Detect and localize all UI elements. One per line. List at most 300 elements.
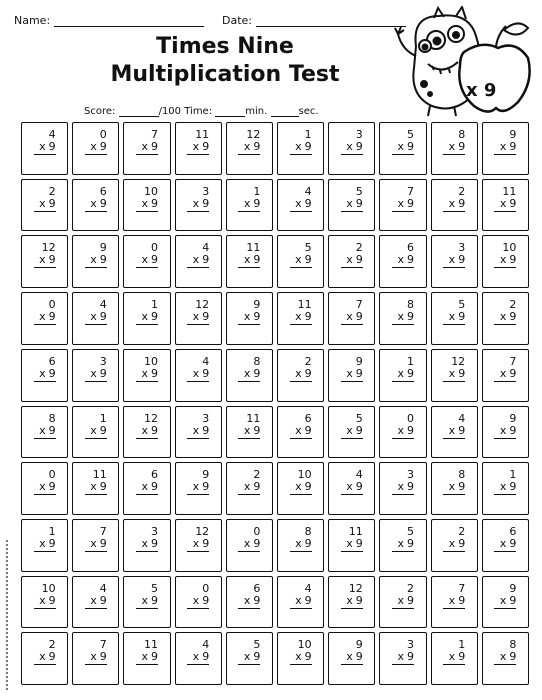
problem-multiplier-row xyxy=(494,595,516,609)
problem-cell[interactable] xyxy=(175,519,222,572)
problem-cell[interactable] xyxy=(482,349,529,402)
problem-multiplier-row xyxy=(85,368,107,382)
multiplier-number: 9 xyxy=(458,196,466,210)
multiplier-number: 9 xyxy=(509,480,517,494)
times-symbol: x xyxy=(141,140,148,153)
times-symbol: x xyxy=(448,423,456,437)
problem-cell[interactable] xyxy=(328,292,375,345)
problem-multiplier-row xyxy=(238,141,260,155)
problem-multiplier-row xyxy=(341,254,363,268)
multiplier-number: 9 xyxy=(509,310,517,324)
score-label: Score: xyxy=(84,106,116,117)
multiplier-number: 9 xyxy=(406,536,414,550)
problem-multiplier-row xyxy=(443,651,465,665)
multiplier-number: 9 xyxy=(304,593,312,607)
problem-cell[interactable] xyxy=(123,292,170,345)
problem-top-number: 9 xyxy=(509,128,517,141)
times-symbol: x xyxy=(346,593,353,607)
problem-multiplier-row xyxy=(34,425,56,439)
min-label: min. xyxy=(245,106,268,117)
times-symbol: x xyxy=(39,536,46,550)
multiplier-number: 9 xyxy=(509,650,517,664)
multiplier-number: 9 xyxy=(355,310,363,324)
times-symbol: x xyxy=(90,480,97,494)
problem-top-number: 10 xyxy=(143,354,158,368)
problem-multiplier-row xyxy=(34,538,56,552)
problem-cell[interactable] xyxy=(379,406,426,459)
multiplier-number: 9 xyxy=(99,310,107,324)
problem-cell[interactable] xyxy=(431,122,478,175)
problem-cell[interactable] xyxy=(277,179,324,232)
problem-top-number: 6 xyxy=(150,468,158,482)
problem-cell[interactable] xyxy=(123,519,170,572)
multiplier-number: 9 xyxy=(48,593,56,607)
problem-cell[interactable] xyxy=(72,632,119,685)
problem-top-number: 4 xyxy=(99,581,107,595)
multiplier-number: 9 xyxy=(99,593,107,607)
times-symbol: x xyxy=(448,480,456,494)
problem-cell[interactable] xyxy=(431,179,478,232)
problem-cell[interactable] xyxy=(277,349,324,402)
times-symbol: x xyxy=(499,593,507,607)
problem-cell[interactable] xyxy=(379,235,426,288)
problem-cell[interactable] xyxy=(123,122,170,175)
problem-top-number: 2 xyxy=(458,184,466,198)
multiplier-number: 9 xyxy=(406,593,414,607)
problem-top-number: 5 xyxy=(253,638,261,652)
problem-cell[interactable] xyxy=(431,632,478,685)
problem-multiplier-row xyxy=(443,595,465,609)
problem-cell[interactable] xyxy=(175,406,222,459)
times-symbol: x xyxy=(141,253,148,267)
problem-multiplier-row xyxy=(290,481,312,495)
problem-multiplier-row xyxy=(494,368,516,382)
times-symbol: x xyxy=(499,423,507,437)
date-line[interactable] xyxy=(256,16,406,27)
problem-top-number: 9 xyxy=(99,241,107,255)
multiplier-number: 9 xyxy=(355,196,363,210)
multiplier-number: 9 xyxy=(355,650,363,664)
problem-top-number: 10 xyxy=(41,581,56,595)
problem-cell[interactable] xyxy=(328,632,375,685)
name-label: Name: xyxy=(14,14,51,27)
problem-top-number: 7 xyxy=(406,184,414,198)
problem-top-number: 10 xyxy=(143,184,158,198)
sec-label: sec. xyxy=(298,106,319,117)
multiplier-number: 9 xyxy=(150,650,158,664)
problem-cell[interactable] xyxy=(431,576,478,629)
problem-cell[interactable] xyxy=(123,179,170,232)
problem-cell[interactable] xyxy=(72,349,119,402)
problem-top-number: 12 xyxy=(143,411,158,425)
problem-cell[interactable] xyxy=(226,235,273,288)
times-symbol: x xyxy=(397,366,404,380)
problem-cell[interactable] xyxy=(175,462,222,515)
problem-top-number: 6 xyxy=(48,354,56,368)
multiplier-number: 9 xyxy=(150,366,158,380)
minutes-blank[interactable] xyxy=(215,107,245,117)
problem-multiplier-row xyxy=(34,198,56,212)
problem-top-number: 12 xyxy=(348,581,363,595)
problem-top-number: 6 xyxy=(304,411,312,425)
problem-cell[interactable] xyxy=(72,179,119,232)
problem-cell[interactable] xyxy=(328,235,375,288)
times-symbol: x xyxy=(295,480,302,494)
problem-cell[interactable] xyxy=(379,179,426,232)
multiplier-number: 9 xyxy=(202,140,210,153)
problem-cell[interactable] xyxy=(379,122,426,175)
problem-multiplier-row xyxy=(34,311,56,325)
problem-cell[interactable] xyxy=(431,292,478,345)
multiplier-number: 9 xyxy=(48,536,56,550)
problem-cell[interactable] xyxy=(175,576,222,629)
name-line[interactable] xyxy=(54,16,204,27)
problem-multiplier-row xyxy=(392,425,414,439)
problem-cell[interactable] xyxy=(21,349,68,402)
problem-cell[interactable] xyxy=(226,632,273,685)
times-symbol: x xyxy=(499,480,507,494)
times-symbol: x xyxy=(295,140,302,153)
problem-cell[interactable] xyxy=(431,462,478,515)
problem-cell[interactable] xyxy=(123,462,170,515)
problem-top-number: 1 xyxy=(150,298,158,312)
problem-cell[interactable] xyxy=(123,235,170,288)
problem-cell[interactable] xyxy=(328,349,375,402)
times-symbol: x xyxy=(295,536,302,550)
multiplier-number: 9 xyxy=(253,423,261,437)
times-symbol: x xyxy=(448,593,456,607)
problem-cell[interactable] xyxy=(175,632,222,685)
times-symbol: x xyxy=(346,480,353,494)
problem-top-number: 12 xyxy=(451,354,466,368)
problem-multiplier-row xyxy=(494,538,516,552)
problem-cell[interactable] xyxy=(482,122,529,175)
problem-cell[interactable] xyxy=(175,122,222,175)
multiplier-number: 9 xyxy=(458,650,466,664)
multiplier-number: 9 xyxy=(48,253,56,267)
problem-multiplier-row xyxy=(85,141,107,155)
problem-grid xyxy=(21,122,529,685)
multiplier-number: 9 xyxy=(253,593,261,607)
times-symbol: x xyxy=(39,650,46,664)
problem-top-number: 11 xyxy=(195,128,210,141)
score-blank[interactable] xyxy=(119,107,159,117)
times-symbol: x xyxy=(192,536,200,550)
multiplier-number: 9 xyxy=(509,366,517,380)
problem-cell[interactable] xyxy=(175,235,222,288)
problem-cell[interactable] xyxy=(482,179,529,232)
problem-multiplier-row xyxy=(187,651,209,665)
times-symbol: x xyxy=(243,480,251,494)
times-symbol: x xyxy=(141,536,148,550)
problem-multiplier-row xyxy=(34,481,56,495)
problem-multiplier-row xyxy=(85,198,107,212)
multiplier-number: 9 xyxy=(355,140,363,153)
problem-cell[interactable] xyxy=(482,632,529,685)
problem-top-number: 0 xyxy=(150,241,158,255)
times-symbol: x xyxy=(243,650,251,664)
multiplier-number: 9 xyxy=(99,650,107,664)
problem-cell[interactable] xyxy=(226,349,273,402)
problem-cell[interactable] xyxy=(123,349,170,402)
problem-top-number: 4 xyxy=(202,241,210,255)
problem-multiplier-row xyxy=(34,141,56,155)
problem-multiplier-row xyxy=(136,481,158,495)
title-line-2: Multiplication Test xyxy=(110,62,340,87)
problem-multiplier-row xyxy=(238,651,260,665)
problem-top-number: 8 xyxy=(458,128,466,141)
problem-cell[interactable] xyxy=(72,462,119,515)
multiplier-number: 9 xyxy=(355,366,363,380)
multiplier-number: 9 xyxy=(99,536,107,550)
times-symbol: x xyxy=(499,650,507,664)
multiplier-number: 9 xyxy=(150,310,158,324)
multiplier-number: 9 xyxy=(202,423,210,437)
problem-top-number: 8 xyxy=(406,298,414,312)
problem-multiplier-row xyxy=(136,538,158,552)
problem-cell[interactable] xyxy=(328,122,375,175)
time-label: Time: xyxy=(184,106,213,117)
date-field[interactable] xyxy=(222,14,406,27)
problem-top-number: 8 xyxy=(304,524,312,538)
problem-cell[interactable] xyxy=(123,632,170,685)
problem-top-number: 7 xyxy=(99,524,107,538)
problem-multiplier-row xyxy=(136,368,158,382)
problem-cell[interactable] xyxy=(431,406,478,459)
problem-cell[interactable] xyxy=(277,122,324,175)
times-symbol: x xyxy=(192,253,200,267)
problem-cell[interactable] xyxy=(226,519,273,572)
problem-cell[interactable] xyxy=(328,462,375,515)
problem-cell[interactable] xyxy=(72,576,119,629)
problem-cell[interactable] xyxy=(277,235,324,288)
times-symbol: x xyxy=(295,650,302,664)
problem-cell[interactable] xyxy=(72,406,119,459)
problem-top-number: 3 xyxy=(406,638,414,652)
multiplier-number: 9 xyxy=(406,253,414,267)
problem-top-number: 2 xyxy=(253,468,261,482)
problem-top-number: 10 xyxy=(297,638,312,652)
times-symbol: x xyxy=(346,366,353,380)
times-symbol: x xyxy=(243,423,251,437)
problem-cell[interactable] xyxy=(21,406,68,459)
problem-top-number: 3 xyxy=(406,468,414,482)
times-symbol: x xyxy=(448,310,456,324)
problem-cell[interactable] xyxy=(123,406,170,459)
problem-multiplier-row xyxy=(392,198,414,212)
problem-multiplier-row xyxy=(494,481,516,495)
problem-cell[interactable] xyxy=(277,462,324,515)
problem-top-number: 6 xyxy=(99,184,107,198)
problem-cell[interactable] xyxy=(482,519,529,572)
times-symbol: x xyxy=(39,423,46,437)
problem-cell[interactable] xyxy=(72,235,119,288)
times-symbol: x xyxy=(243,140,251,153)
problem-multiplier-row xyxy=(187,368,209,382)
problem-cell[interactable] xyxy=(277,576,324,629)
problem-cell[interactable] xyxy=(72,519,119,572)
problem-top-number: 6 xyxy=(509,524,517,538)
problem-cell[interactable] xyxy=(21,519,68,572)
problem-multiplier-row xyxy=(187,425,209,439)
problem-cell[interactable] xyxy=(482,235,529,288)
times-symbol: x xyxy=(192,196,200,210)
problem-top-number: 7 xyxy=(150,128,158,141)
problem-cell[interactable] xyxy=(379,519,426,572)
problem-top-number: 0 xyxy=(253,524,261,538)
problem-cell[interactable] xyxy=(175,349,222,402)
problem-multiplier-row xyxy=(290,311,312,325)
multiplier-number: 9 xyxy=(253,196,261,210)
problem-top-number: 11 xyxy=(143,638,158,652)
problem-cell[interactable] xyxy=(21,179,68,232)
multiplier-number: 9 xyxy=(99,423,107,437)
problem-multiplier-row xyxy=(136,141,158,155)
problem-cell[interactable] xyxy=(21,122,68,175)
problem-top-number: 2 xyxy=(355,241,363,255)
problem-top-number: 7 xyxy=(99,638,107,652)
multiplier-number: 9 xyxy=(150,140,158,153)
multiplier-number: 9 xyxy=(202,593,210,607)
problem-cell[interactable] xyxy=(226,292,273,345)
problem-cell[interactable] xyxy=(21,292,68,345)
problem-multiplier-row xyxy=(494,425,516,439)
times-symbol: x xyxy=(346,536,353,550)
times-symbol: x xyxy=(499,536,507,550)
problem-cell[interactable] xyxy=(226,462,273,515)
problem-top-number: 3 xyxy=(458,241,466,255)
problem-top-number: 9 xyxy=(355,638,363,652)
problem-cell[interactable] xyxy=(277,519,324,572)
problem-cell[interactable] xyxy=(431,349,478,402)
problem-cell[interactable] xyxy=(21,576,68,629)
name-field[interactable] xyxy=(14,14,204,27)
problem-top-number: 2 xyxy=(48,638,56,652)
problem-cell[interactable] xyxy=(226,122,273,175)
times-symbol: x xyxy=(295,196,302,210)
problem-multiplier-row xyxy=(85,481,107,495)
multiplier-number: 9 xyxy=(304,196,312,210)
problem-top-number: 1 xyxy=(304,128,312,141)
problem-cell[interactable] xyxy=(72,122,119,175)
problem-top-number: 8 xyxy=(509,638,517,652)
problem-cell[interactable] xyxy=(482,292,529,345)
score-time-row xyxy=(84,106,319,117)
problem-cell[interactable] xyxy=(328,406,375,459)
times-symbol: x xyxy=(39,196,46,210)
problem-cell[interactable] xyxy=(379,576,426,629)
problem-cell[interactable] xyxy=(175,292,222,345)
multiplier-number: 9 xyxy=(355,536,363,550)
problem-cell[interactable] xyxy=(226,179,273,232)
problem-cell[interactable] xyxy=(328,576,375,629)
problem-multiplier-row xyxy=(136,651,158,665)
multiplier-number: 9 xyxy=(150,253,158,267)
problem-multiplier-row xyxy=(443,425,465,439)
multiplier-number: 9 xyxy=(150,536,158,550)
problem-cell[interactable] xyxy=(72,292,119,345)
multiplier-number: 9 xyxy=(304,310,312,324)
problem-multiplier-row xyxy=(290,198,312,212)
seconds-blank[interactable] xyxy=(271,107,299,117)
problem-cell[interactable] xyxy=(277,292,324,345)
times-symbol: x xyxy=(243,310,251,324)
problem-top-number: 1 xyxy=(48,524,56,538)
title-line-1: Times Nine xyxy=(156,34,294,59)
multiplier-number: 9 xyxy=(253,536,261,550)
problem-top-number: 3 xyxy=(202,411,210,425)
problem-top-number: 2 xyxy=(458,524,466,538)
problem-cell[interactable] xyxy=(21,235,68,288)
problem-cell[interactable] xyxy=(431,519,478,572)
problem-cell[interactable] xyxy=(379,462,426,515)
problem-top-number: 3 xyxy=(202,184,210,198)
times-symbol: x xyxy=(243,253,251,267)
problem-multiplier-row xyxy=(85,595,107,609)
multiplier-number: 9 xyxy=(355,253,363,267)
times-symbol: x xyxy=(499,196,507,210)
problem-multiplier-row xyxy=(34,595,56,609)
problem-top-number: 4 xyxy=(458,411,466,425)
problem-multiplier-row xyxy=(290,651,312,665)
times-symbol: x xyxy=(448,140,456,153)
problem-multiplier-row xyxy=(443,254,465,268)
times-symbol: x xyxy=(90,140,97,153)
problem-cell[interactable] xyxy=(328,179,375,232)
problem-cell[interactable] xyxy=(379,292,426,345)
problem-top-number: 5 xyxy=(355,184,363,198)
times-symbol: x xyxy=(192,480,200,494)
problem-cell[interactable] xyxy=(277,632,324,685)
times-symbol: x xyxy=(141,366,148,380)
problem-multiplier-row xyxy=(494,198,516,212)
times-symbol: x xyxy=(141,480,148,494)
times-symbol: x xyxy=(90,366,97,380)
problem-cell[interactable] xyxy=(379,349,426,402)
problem-cell[interactable] xyxy=(175,179,222,232)
problem-cell[interactable] xyxy=(482,462,529,515)
problem-multiplier-row xyxy=(34,651,56,665)
problem-cell[interactable] xyxy=(482,576,529,629)
problem-cell[interactable] xyxy=(21,632,68,685)
problem-multiplier-row xyxy=(443,198,465,212)
times-symbol: x xyxy=(192,140,200,153)
times-symbol: x xyxy=(346,423,353,437)
times-symbol: x xyxy=(346,310,353,324)
times-symbol: x xyxy=(346,196,353,210)
problem-multiplier-row xyxy=(238,198,260,212)
problem-top-number: 11 xyxy=(246,241,261,255)
problem-cell[interactable] xyxy=(21,462,68,515)
times-symbol: x xyxy=(192,366,200,380)
multiplier-number: 9 xyxy=(48,310,56,324)
problem-cell[interactable] xyxy=(379,632,426,685)
problem-top-number: 9 xyxy=(202,468,210,482)
problem-cell[interactable] xyxy=(123,576,170,629)
times-symbol: x xyxy=(90,593,97,607)
problem-cell[interactable] xyxy=(226,576,273,629)
problem-cell[interactable] xyxy=(431,235,478,288)
times-symbol: x xyxy=(243,536,251,550)
times-symbol: x xyxy=(295,366,302,380)
problem-cell[interactable] xyxy=(328,519,375,572)
problem-cell[interactable] xyxy=(482,406,529,459)
multiplier-number: 9 xyxy=(253,253,261,267)
problem-cell[interactable] xyxy=(226,406,273,459)
problem-top-number: 1 xyxy=(509,468,517,482)
problem-cell[interactable] xyxy=(277,406,324,459)
problem-top-number: 11 xyxy=(297,298,312,312)
